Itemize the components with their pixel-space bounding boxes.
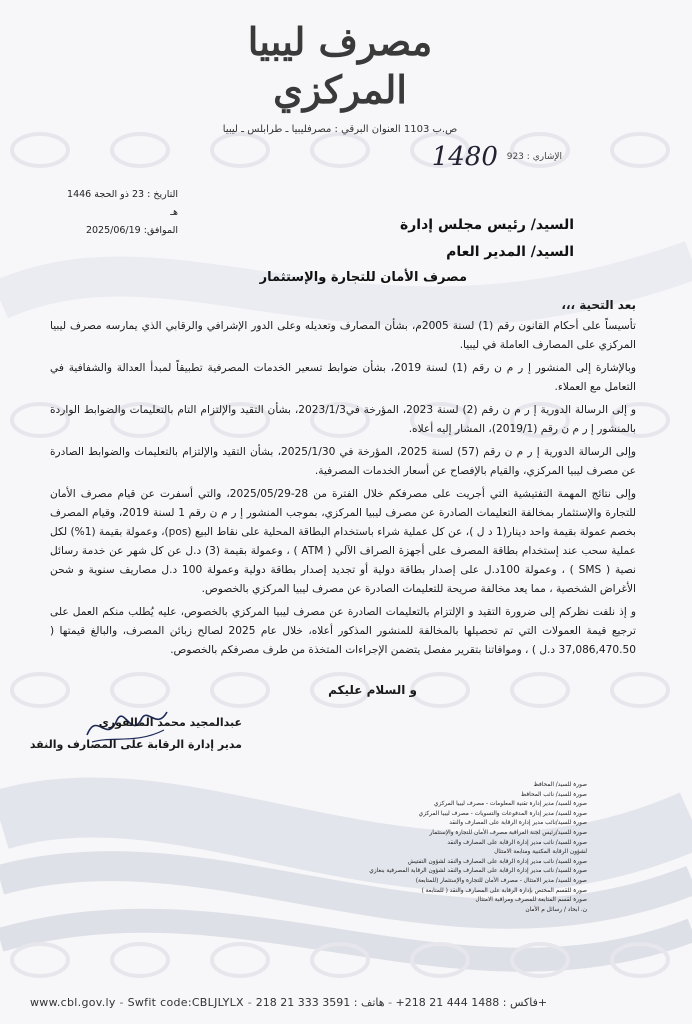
footer-swift: Swfit code:CBLJLYLX	[127, 996, 244, 1009]
body-paragraph: و إلى الرسالة الدورية إ ر م ن رقم (2) لسنة 2023، المؤرخة في2023/1/3، بشأن التقيد والإلتزام التام بالتعليمات والضوابط الواردة بالمنشور إ ر م ن رقم (2019/1)، المشار إليه أعلاه.	[50, 404, 636, 435]
body-paragraph: وإلى الرسالة الدورية إ ر م ن رقم (57) لسنة 2025، المؤرخة في 2025/1/30، بشأن التقيد والإلتزام بالتعليمات والضوابط الصادرة عن مصرف ليبيا المركزي، والقيام بالإفصاح عن أسعار الخدمات المصرفية.	[50, 446, 637, 477]
copy-line: صورة للسيد/ مدير إدارة تقنية المعلومات - مصرف ليبيا المركزي	[433, 801, 587, 808]
copy-line: صورة للسيد/رئيس لجنة المراقبة مصرف الأمان للتجارة والإستثمار	[429, 829, 587, 836]
letter-dates	[58, 186, 178, 240]
copy-line: صورة للقسم المختص بإدارة الرقابة على المصارف والنقد ( للمتابعة )	[421, 887, 587, 894]
letterhead	[180, 18, 500, 135]
recipient-general-manager: السيد/ المدير العام	[446, 244, 574, 260]
handwritten-reference: 1480	[431, 142, 498, 172]
reference-label: الإشاري :	[526, 152, 562, 162]
letter-body	[50, 296, 636, 664]
body-paragraph: وإلى نتائج المهمة التفتيشية التي أجريت على مصرفكم خلال الفترة من 28-2025/05/29، والتي أسفرت عن قيام مصرف الأمان للتجارة والإستثمار بمخالفة التعليمات الصادرة عن مصرف ليبيا المركزي، بموجب المنشور إ ر م ن رقم 1 لسنة 2019، وقيام المصرف بخصم عمولة بقيمة واحد دينار(1 د ل )، عن كل عملية شراء باستخدام البطاقة المحلية على نقاط البيع (pos)، وعمولة بقيمة (1%) لكل عملية سحب عند إستخدام بطاقة المصرف على أجهزة الصراف الآلي ( ATM ) ، وعمولة بقيمة (3) د.ل عن كل شهر عن خدمة رسائل نصية ( SMS ) ، وعمولة 100د.ل على إصدار بطاقة دولية أو تجديد إصدار بطاقة دولية وعمولة 100 د.ل مصاريف سنوية و شحن الأغراض الشخصية ، مما يعد مخالفة صريحة للتعليمات الصادرة عن مصرف ليبيا المركزي بالخصوص.	[50, 488, 637, 595]
closing-salutation: و السلام عليكم	[328, 683, 417, 697]
copy-line: صورة للسيد/ نائب مدير إدارة الرقابة على المصارف والنقد لشؤون التفتيش	[407, 858, 587, 865]
copy-line: صورة للسيد/ مدير الامتثال - مصرف الأمان للتجارة والإستثمار (للمتابعة)	[415, 877, 587, 884]
gregorian-date: 2025/06/19	[85, 225, 141, 236]
signature-block	[30, 712, 242, 756]
copy-line: صورة لقسم المتابعة للمصرف ومراقبة الامتثال	[475, 897, 587, 904]
bank-address: ص.ب 1103 العنوان البرقي : مصرفليبيا ـ طرابلس ـ ليبيا	[222, 124, 458, 135]
copy-line: صورة للسيد/ نائب مدير إدارة الرقابة على المصارف والنقد لشؤون الرقابة المصرفية بنغازي	[369, 868, 587, 875]
copy-line: صورة للسيد/ نائب مدير إدارة الرقابة على المصارف والنقد	[447, 839, 587, 846]
copies-list	[327, 781, 587, 915]
body-paragraph: و إذ نلفت نظركم إلى ضرورة التقيد و الإلتزام بالتعليمات الصادرة عن مصرف ليبيا المركزي بالخصوص، عليه يُطلب منكم العمل على ترجيع قيمة العمولات التي تم تحصيلها بالمخالفة للمنشور المذكور أعلاه، خلال عام 2025 لصالح زبائن المصرف، والبالغ قيمتها ( 37,086,470.50 د.ل ) ، وموافاتنا بتقرير مفصل يتضمن الإجراءات المتخذة من طرف مصرفكم بالخصوص.	[50, 606, 636, 656]
bank-logo: مصرف ليبيا المركزي	[247, 19, 433, 112]
copy-line: صورة للسيد/ نائب المحافظ	[520, 791, 587, 798]
copy-line: صورة للسيد/نائب مدير إدارة الرقابة على المصارف والنقد	[449, 820, 587, 827]
recipient-chairman: السيد/ رئيس مجلس إدارة	[399, 217, 574, 233]
gregorian-date-label: الموافق:	[143, 225, 178, 236]
greeting: بعد التحية ،،،	[561, 298, 636, 312]
signatory-title: مدير إدارة الرقابة على المصارف والنقد	[29, 738, 242, 751]
copy-line: صورة للسيد/ مدير إدارة المدفوعات والتسويات - مصرف ليبيا المركزي	[418, 810, 587, 817]
copy-line: صورة للسيد/ المحافظ	[533, 782, 587, 788]
signatory-name: عبدالمجيد محمد المالقوري	[98, 716, 242, 729]
recipient-bank: مصرف الأمان للتجارة والإستثمار	[259, 270, 467, 285]
body-paragraph: وبالإشارة إلى المنشور إ ر م ن رقم (1) لسنة 2019، بشأن ضوابط تسعير الخدمات المصرفية تطبيقاً لمبدأ العدالة والشفافية في التعامل مع العملاء.	[50, 362, 636, 393]
hijri-date: التاريخ : 23 ذو الحجة 1446 هـ	[67, 189, 178, 218]
reference-prefix: 923	[506, 152, 524, 162]
letter-footer: www.cbl.gov.ly - Swfit code:CBLJLYLX - فاكس : 1488 444 21 218+ - هاتف : 3591 333 21 218+	[30, 996, 548, 1009]
footer-website: www.cbl.gov.ly	[30, 996, 116, 1009]
footer-phone: هاتف : 3591 333 21 218+	[255, 996, 548, 1009]
copy-line: ن. ابحاد / رسائل م الأمان	[525, 906, 587, 913]
copy-line: لشؤون الرقابة المكتبية ومتابعة الامتثال	[494, 849, 587, 856]
footer-fax: فاكس : 1488 444 21 218+	[395, 996, 538, 1009]
body-paragraph: تأسيساً على أحكام القانون رقم (1) لسنة 2005م، بشأن المصارف وتعديله وعلى الدور الإشرافي والرقابي الذي يمارسه مصرف ليبيا المركزي على المصارف العاملة في ليبيا.	[50, 320, 636, 351]
reference-number	[431, 136, 562, 172]
gregorian-date-row	[58, 222, 178, 240]
